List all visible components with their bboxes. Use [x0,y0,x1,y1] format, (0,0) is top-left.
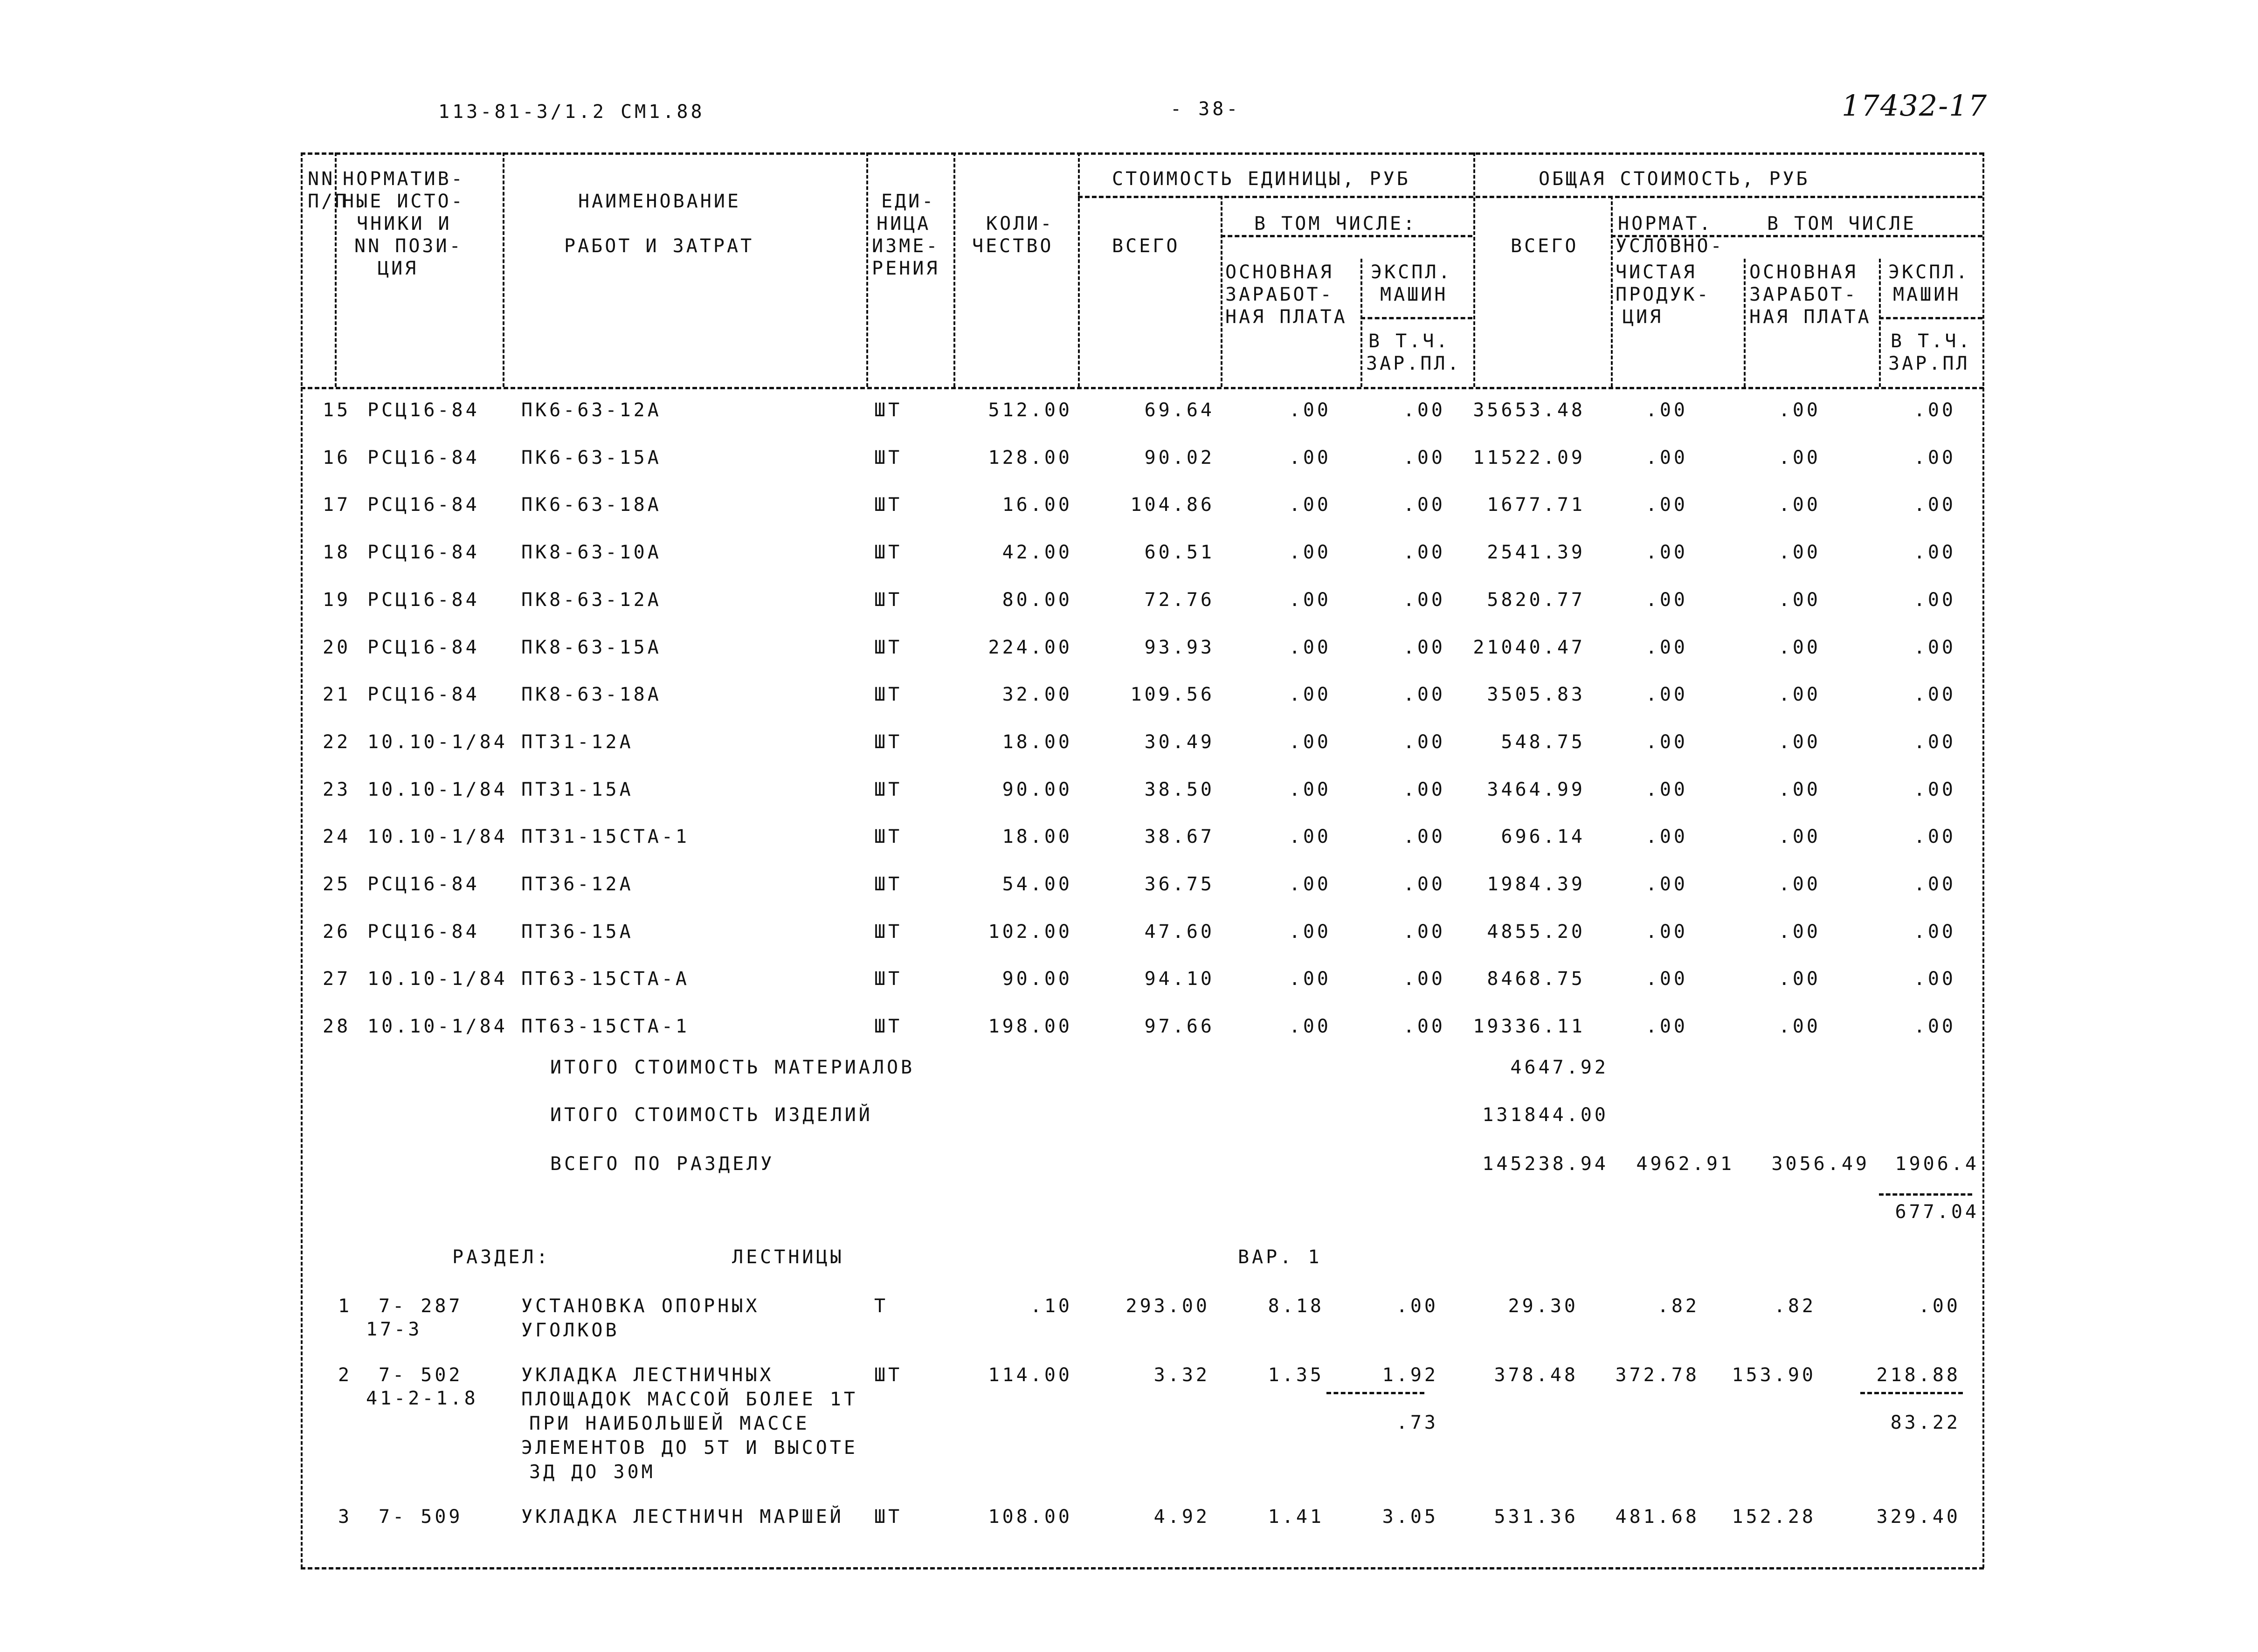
header-separator [1744,259,1746,387]
item-name: ЗД ДО 30М [529,1461,656,1483]
row-number: 20 [323,637,351,658]
row-unit: ШТ [874,731,903,753]
section-total-net: 4962.91 [1636,1153,1734,1175]
item-unit-cost-all: 4.92 [1153,1506,1210,1528]
item-unit-wage: 1.41 [1268,1506,1324,1528]
row-unit-wage: .00 [1289,494,1331,516]
row-number: 16 [323,447,351,468]
row-unit-wage: .00 [1289,684,1331,705]
row-name: ПТ36-15А [521,921,634,943]
col-norm: ЧНИКИ И [357,213,452,234]
item-unit-cost-all: 293.00 [1126,1295,1210,1317]
item-unit-machines-wage: .73 [1396,1412,1438,1433]
col-basic-wage: ЗАРАБОТ- [1225,284,1334,305]
row-unit-machines: .00 [1403,589,1445,611]
row-unit-wage: .00 [1289,399,1331,421]
col-unit-incl: В ТОМ ЧИСЛЕ: [1254,213,1417,234]
row-unit-machines: .00 [1403,684,1445,705]
row-number: 27 [323,968,351,990]
row-unit-wage: .00 [1289,779,1331,800]
table-right-border [1982,152,1984,1568]
row-total-wage: .00 [1778,731,1821,753]
item-unit: ШТ [874,1506,903,1528]
row-total-all: 1984.39 [1487,874,1585,895]
item-unit-machines: .00 [1396,1295,1438,1317]
row-total-net: .00 [1645,447,1688,468]
row-number: 18 [323,542,351,563]
header-bottom-border [301,387,1984,389]
row-total-machines: .00 [1913,921,1956,943]
item-name: УКЛАДКА ЛЕСТНИЧН МАРШЕЙ [521,1506,844,1528]
header-separator [953,152,955,387]
item-quantity: .10 [1030,1295,1072,1317]
item-separator [1326,1392,1424,1394]
col-name: РАБОТ И ЗАТРАТ [564,235,754,257]
item-norm-source: 7- 502 [379,1364,463,1386]
col-basic-wage: ОСНОВНАЯ [1225,262,1334,283]
item-norm-source: 7- 509 [379,1506,463,1528]
row-name: ПК8-63-15А [521,637,662,658]
item-number: 3 [338,1506,352,1528]
section-variant: ВАР. 1 [1238,1246,1322,1268]
row-number: 17 [323,494,351,516]
item-name: УСТАНОВКА ОПОРНЫХ [521,1295,760,1317]
row-quantity: 32.00 [1002,684,1072,705]
row-total-all: 8468.75 [1487,968,1585,990]
item-unit-wage: 1.35 [1268,1364,1324,1386]
row-total-net: .00 [1645,826,1688,847]
row-unit: ШТ [874,921,903,943]
row-total-all: 21040.47 [1473,637,1585,658]
row-total-wage: .00 [1778,1016,1821,1037]
row-unit-machines: .00 [1403,1016,1445,1037]
row-unit-machines: .00 [1403,826,1445,847]
item-unit-machines: 3.05 [1382,1506,1438,1528]
row-total-all: 3505.83 [1487,684,1585,705]
row-total-wage: .00 [1778,589,1821,611]
row-unit-wage: .00 [1289,826,1331,847]
row-quantity: 512.00 [988,399,1072,421]
section-total-label: ВСЕГО ПО РАЗДЕЛУ [550,1153,775,1175]
row-name: ПТ63-15СТА-1 [521,1016,690,1037]
col-basic-wage: НАЯ ПЛАТА [1225,306,1347,328]
row-name: ПТ63-15СТА-А [521,968,690,990]
row-quantity: 18.00 [1002,731,1072,753]
header-separator [1473,152,1475,387]
row-unit-machines: .00 [1403,779,1445,800]
row-norm-source: РСЦ16-84 [367,684,480,705]
header-separator [1611,196,1613,387]
row-unit: ШТ [874,826,903,847]
item-norm-source: 41-2-1.8 [366,1388,478,1409]
col-machines-total: МАШИН [1893,284,1961,305]
row-name: ПК8-63-10А [521,542,662,563]
row-total-machines: .00 [1913,731,1956,753]
col-name: НАИМЕНОВАНИЕ [578,191,741,212]
handwritten-code: 17432-17 [1842,89,1988,123]
materials-total-value: 4647.92 [1510,1057,1609,1078]
row-number: 15 [323,399,351,421]
subtotal-separator [1879,1193,1972,1196]
row-unit-wage: .00 [1289,874,1331,895]
row-total-machines: .00 [1913,1016,1956,1037]
item-quantity: 114.00 [988,1364,1072,1386]
row-total-machines: .00 [1913,874,1956,895]
row-total-net: .00 [1645,779,1688,800]
header-separator [1879,259,1881,387]
item-total-all: 29.30 [1508,1295,1578,1317]
row-unit-cost-all: 104.86 [1130,494,1215,516]
item-total-wage: .82 [1774,1295,1816,1317]
col-unit: РЕНИЯ [872,258,940,279]
row-number: 24 [323,826,351,847]
col-machines-wage: ЗАР.ПЛ. [1366,353,1461,374]
row-norm-source: РСЦ16-84 [367,447,480,468]
products-total-label: ИТОГО СТОИМОСТЬ ИЗДЕЛИЙ [550,1104,873,1126]
section-total-machines: 1906.4 [1895,1153,1979,1175]
row-unit: ШТ [874,589,903,611]
row-unit-wage: .00 [1289,1016,1331,1037]
row-name: ПК6-63-18А [521,494,662,516]
item-number: 2 [338,1364,352,1386]
row-norm-source: 10.10-1/84 [367,779,508,800]
row-name: ПК8-63-12А [521,589,662,611]
header-separator [1221,196,1222,387]
row-quantity: 128.00 [988,447,1072,468]
item-unit-machines: 1.92 [1382,1364,1438,1386]
row-unit-wage: .00 [1289,447,1331,468]
item-unit-cost-all: 3.32 [1153,1364,1210,1386]
item-number: 1 [338,1295,352,1317]
row-total-wage: .00 [1778,542,1821,563]
row-total-wage: .00 [1778,637,1821,658]
col-qty: КОЛИ- [986,213,1054,234]
row-unit-wage: .00 [1289,731,1331,753]
row-total-net: .00 [1645,1016,1688,1037]
row-unit-cost-all: 90.02 [1144,447,1215,468]
row-number: 26 [323,921,351,943]
row-total-wage: .00 [1778,399,1821,421]
row-unit-machines: .00 [1403,637,1445,658]
row-total-wage: .00 [1778,447,1821,468]
col-norm-net: УСЛОВНО- [1616,235,1724,257]
item-total-wage: 152.28 [1732,1506,1816,1528]
row-total-wage: .00 [1778,826,1821,847]
products-total-value: 131844.00 [1482,1104,1609,1126]
row-total-net: .00 [1645,494,1688,516]
row-quantity: 42.00 [1002,542,1072,563]
header-separator [1078,152,1080,387]
item-name: УГОЛКОВ [521,1320,620,1341]
row-total-net: .00 [1645,874,1688,895]
row-norm-source: РСЦ16-84 [367,921,480,943]
col-norm: НЫЕ ИСТО- [343,191,465,212]
row-total-net: .00 [1645,968,1688,990]
row-total-machines: .00 [1913,968,1956,990]
col-total-all: ВСЕГО [1511,235,1579,257]
row-unit-cost-all: 94.10 [1144,968,1215,990]
item-total-machines: 329.40 [1876,1506,1961,1528]
row-unit-wage: .00 [1289,589,1331,611]
col-machines-wage-total: ЗАР.ПЛ [1888,353,1970,374]
materials-total-label: ИТОГО СТОИМОСТЬ МАТЕРИАЛОВ [550,1057,915,1078]
row-quantity: 90.00 [1002,779,1072,800]
row-number: 22 [323,731,351,753]
row-unit: ШТ [874,1016,903,1037]
row-unit-machines: .00 [1403,447,1445,468]
row-unit-wage: .00 [1289,968,1331,990]
row-quantity: 224.00 [988,637,1072,658]
col-basic-wage-total: НАЯ ПЛАТА [1749,306,1871,328]
item-unit: Т [874,1295,889,1317]
row-unit-cost-all: 69.64 [1144,399,1215,421]
row-quantity: 16.00 [1002,494,1072,516]
header-separator [866,152,868,387]
row-unit-machines: .00 [1403,399,1445,421]
row-norm-source: РСЦ16-84 [367,494,480,516]
col-unit-cost: СТОИМОСТЬ ЕДИНИЦЫ, РУБ [1112,168,1410,190]
row-quantity: 102.00 [988,921,1072,943]
header-separator [335,152,337,387]
row-total-machines: .00 [1913,684,1956,705]
col-basic-wage-total: ЗАРАБОТ- [1749,284,1858,305]
row-name: ПК8-63-18А [521,684,662,705]
row-total-wage: .00 [1778,779,1821,800]
row-total-all: 11522.09 [1473,447,1585,468]
row-unit-machines: .00 [1403,921,1445,943]
row-norm-source: РСЦ16-84 [367,399,480,421]
col-unit: НИЦА [877,213,931,234]
row-unit-machines: .00 [1403,542,1445,563]
row-unit-wage: .00 [1289,542,1331,563]
row-total-machines: .00 [1913,399,1956,421]
item-unit-wage: 8.18 [1268,1295,1324,1317]
col-unit: ИЗМЕ- [872,235,940,257]
row-total-net: .00 [1645,637,1688,658]
item-quantity: 108.00 [988,1506,1072,1528]
row-total-net: .00 [1645,399,1688,421]
row-quantity: 90.00 [1002,968,1072,990]
item-total-wage: 153.90 [1732,1364,1816,1386]
row-unit-cost-all: 38.50 [1144,779,1215,800]
row-unit-cost-all: 60.51 [1144,542,1215,563]
row-unit-machines: .00 [1403,968,1445,990]
row-total-wage: .00 [1778,968,1821,990]
row-name: ПК6-63-12А [521,399,662,421]
col-norm-net: НОРМАТ. [1618,213,1713,234]
col-norm: ЦИЯ [378,258,419,279]
section-total-machines-wage: 677.04 [1895,1201,1979,1223]
row-total-wage: .00 [1778,684,1821,705]
row-total-net: .00 [1645,684,1688,705]
row-unit-cost-all: 30.49 [1144,731,1215,753]
row-quantity: 18.00 [1002,826,1072,847]
col-norm-net: ЦИЯ [1623,306,1664,328]
col-nn: П/П [308,191,349,212]
item-unit: ШТ [874,1364,903,1386]
item-total-machines: .00 [1918,1295,1961,1317]
table-left-border [301,152,303,1568]
row-total-all: 696.14 [1501,826,1585,847]
row-norm-source: 10.10-1/84 [367,731,508,753]
table-bottom-border [301,1567,1984,1569]
row-norm-source: 10.10-1/84 [367,968,508,990]
row-unit: ШТ [874,684,903,705]
item-name: УКЛАДКА ЛЕСТНИЧНЫХ [521,1364,774,1386]
row-total-net: .00 [1645,542,1688,563]
header-separator [1360,317,1472,319]
row-unit: ШТ [874,399,903,421]
row-quantity: 198.00 [988,1016,1072,1037]
row-total-all: 2541.39 [1487,542,1585,563]
row-unit: ШТ [874,494,903,516]
row-name: ПК6-63-15А [521,447,662,468]
item-name: ПРИ НАИБОЛЬШЕЙ МАССЕ [529,1413,810,1434]
item-total-net: 372.78 [1615,1364,1699,1386]
row-total-all: 19336.11 [1473,1016,1585,1037]
col-total-incl: В ТОМ ЧИСЛЕ [1767,213,1916,234]
col-unit-all: ВСЕГО [1112,235,1180,257]
row-total-wage: .00 [1778,921,1821,943]
row-unit: ШТ [874,874,903,895]
row-unit: ШТ [874,968,903,990]
row-unit-machines: .00 [1403,731,1445,753]
row-norm-source: 10.10-1/84 [367,1016,508,1037]
item-name: ЭЛЕМЕНТОВ ДО 5Т И ВЫСОТЕ [521,1437,858,1459]
row-number: 25 [323,874,351,895]
col-machines-total: ЭКСПЛ. [1888,262,1970,283]
col-qty: ЧЕСТВО [972,235,1054,257]
row-number: 28 [323,1016,351,1037]
document-code: 113-81-3/1.2 СМ1.88 [438,101,705,123]
page-number: - 38- [1170,98,1241,120]
row-total-wage: .00 [1778,494,1821,516]
row-number: 21 [323,684,351,705]
row-total-all: 35653.48 [1473,399,1585,421]
col-machines-wage-total: В Т.Ч. [1891,330,1972,352]
col-nn: NN [308,168,335,190]
row-total-machines: .00 [1913,542,1956,563]
header-separator [1221,235,1472,237]
col-machines: МАШИН [1380,284,1448,305]
section-label: РАЗДЕЛ: [452,1246,551,1268]
row-total-machines: .00 [1913,637,1956,658]
row-norm-source: РСЦ16-84 [367,589,480,611]
header-separator [1879,317,1982,319]
row-unit-machines: .00 [1403,874,1445,895]
section-total-wage: 3056.49 [1771,1153,1870,1175]
row-unit: ШТ [874,637,903,658]
header-separator [1078,196,1982,198]
row-total-net: .00 [1645,731,1688,753]
header-separator [1360,259,1362,387]
row-unit: ШТ [874,542,903,563]
section-name: ЛЕСТНИЦЫ [732,1246,844,1268]
row-norm-source: РСЦ16-84 [367,637,480,658]
item-total-machines-wage: 83.22 [1890,1412,1961,1433]
row-norm-source: 10.10-1/84 [367,826,508,847]
col-norm-net: ПРОДУК- [1616,284,1711,305]
row-name: ПТ31-15СТА-1 [521,826,690,847]
row-name: ПТ31-15А [521,779,634,800]
row-total-all: 3464.99 [1487,779,1585,800]
item-name: ПЛОЩАДОК МАССОЙ БОЛЕЕ 1Т [521,1389,858,1410]
col-norm: НОРМАТИВ- [343,168,465,190]
table-top-border [301,152,1984,155]
row-total-machines: .00 [1913,826,1956,847]
col-basic-wage-total: ОСНОВНАЯ [1749,262,1858,283]
col-machines: ЭКСПЛ. [1371,262,1452,283]
row-unit-cost-all: 93.93 [1144,637,1215,658]
row-total-all: 4855.20 [1487,921,1585,943]
row-name: ПТ31-12А [521,731,634,753]
col-unit: ЕДИ- [881,191,936,212]
item-total-all: 531.36 [1494,1506,1578,1528]
item-norm-source: 17-3 [366,1319,422,1340]
row-unit-cost-all: 97.66 [1144,1016,1215,1037]
row-unit-cost-all: 47.60 [1144,921,1215,943]
row-quantity: 80.00 [1002,589,1072,611]
row-number: 23 [323,779,351,800]
row-quantity: 54.00 [1002,874,1072,895]
row-unit: ШТ [874,447,903,468]
row-total-all: 5820.77 [1487,589,1585,611]
item-total-all: 378.48 [1494,1364,1578,1386]
row-total-all: 1677.71 [1487,494,1585,516]
item-total-net: .82 [1657,1295,1699,1317]
row-unit-cost-all: 36.75 [1144,874,1215,895]
col-norm: NN ПОЗИ- [354,235,463,257]
row-number: 19 [323,589,351,611]
row-unit-cost-all: 38.67 [1144,826,1215,847]
row-total-wage: .00 [1778,874,1821,895]
col-machines-wage: В Т.Ч. [1368,330,1450,352]
col-norm-net: ЧИСТАЯ [1616,262,1697,283]
item-total-net: 481.68 [1615,1506,1699,1528]
row-total-machines: .00 [1913,779,1956,800]
row-unit-wage: .00 [1289,637,1331,658]
item-separator [1860,1392,1963,1394]
row-norm-source: РСЦ16-84 [367,874,480,895]
row-total-machines: .00 [1913,494,1956,516]
row-total-net: .00 [1645,589,1688,611]
row-unit-wage: .00 [1289,921,1331,943]
row-unit-machines: .00 [1403,494,1445,516]
row-total-net: .00 [1645,921,1688,943]
row-unit: ШТ [874,779,903,800]
row-unit-cost-all: 109.56 [1130,684,1215,705]
row-total-machines: .00 [1913,447,1956,468]
item-total-machines: 218.88 [1876,1364,1961,1386]
section-total-all: 145238.94 [1482,1153,1609,1175]
row-norm-source: РСЦ16-84 [367,542,480,563]
header-separator [503,152,504,387]
row-name: ПТ36-12А [521,874,634,895]
row-total-all: 548.75 [1501,731,1585,753]
col-total-cost: ОБЩАЯ СТОИМОСТЬ, РУБ [1539,168,1810,190]
row-unit-cost-all: 72.76 [1144,589,1215,611]
row-total-machines: .00 [1913,589,1956,611]
item-norm-source: 7- 287 [379,1295,463,1317]
